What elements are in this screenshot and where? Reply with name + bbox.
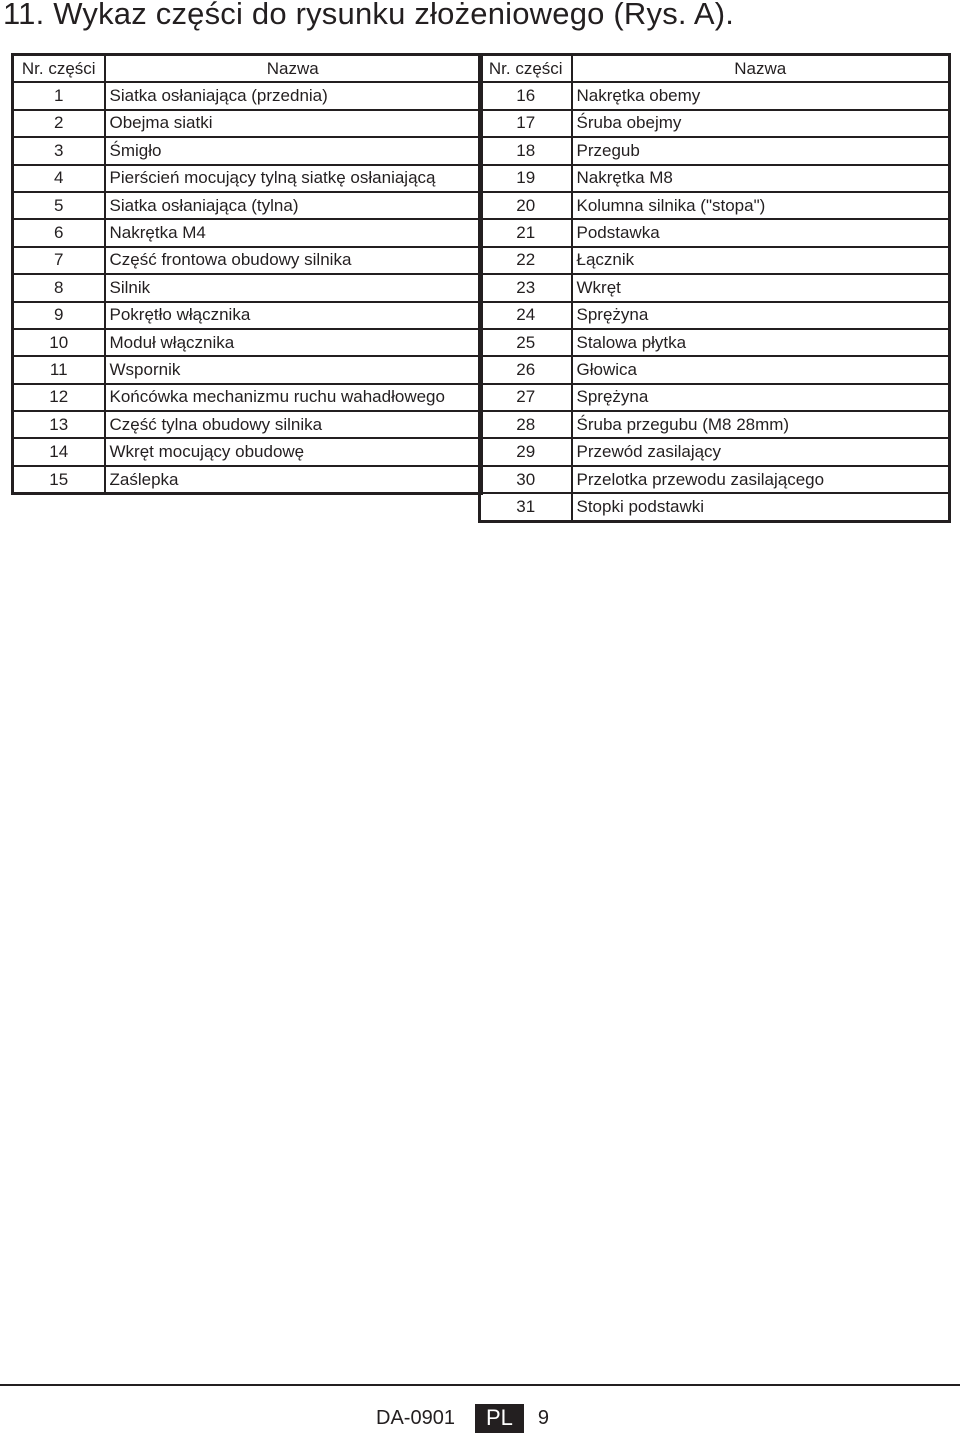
table-row — [480, 438, 950, 465]
language-badge: PL — [475, 1404, 524, 1433]
table-row — [480, 466, 950, 493]
part-number-cell: 18 — [480, 137, 572, 164]
part-number-cell: 11 — [13, 356, 105, 383]
table-row — [13, 219, 482, 246]
part-name-cell: Śmigło — [105, 137, 482, 164]
part-name-cell: Przegub — [572, 137, 950, 164]
part-number-cell: 13 — [13, 411, 105, 438]
part-name-cell: Pierścień mocujący tylną siatkę osłaniającą — [105, 165, 482, 192]
table-row — [13, 329, 482, 356]
table-row — [13, 110, 482, 137]
table-row — [480, 274, 950, 301]
part-name-cell: Siatka osłaniająca (tylna) — [105, 192, 482, 219]
table-row — [13, 302, 482, 329]
table-row — [480, 219, 950, 246]
table-row — [480, 329, 950, 356]
part-number-cell: 4 — [13, 165, 105, 192]
page-number: 9 — [537, 1406, 549, 1429]
part-number-cell: 21 — [480, 219, 572, 246]
part-name-cell: Śruba przegubu (M8 28mm) — [572, 411, 950, 438]
part-number-cell: 19 — [480, 165, 572, 192]
part-name-cell: Nakrętka M8 — [572, 165, 950, 192]
table-row — [13, 384, 482, 411]
part-name-cell: Sprężyna — [572, 302, 950, 329]
page-title: 11. Wykaz części do rysunku złożeniowego (Rys. A). — [3, 0, 735, 31]
part-number-cell: 30 — [480, 466, 572, 493]
table-row — [480, 356, 950, 383]
table-row — [480, 384, 950, 411]
table-row — [480, 137, 950, 164]
column-header-name: Nazwa — [572, 55, 950, 83]
parts-table-right — [478, 53, 951, 523]
part-number-cell: 26 — [480, 356, 572, 383]
part-number-cell: 2 — [13, 110, 105, 137]
part-number-cell: 6 — [13, 219, 105, 246]
page-footer — [376, 1403, 549, 1433]
footer-divider — [0, 1384, 960, 1386]
part-number-cell: 23 — [480, 274, 572, 301]
part-name-cell: Kolumna silnika ("stopa") — [572, 192, 950, 219]
part-name-cell: Przelotka przewodu zasilającego — [572, 466, 950, 493]
column-header-name: Nazwa — [105, 55, 482, 83]
part-number-cell: 7 — [13, 247, 105, 274]
part-number-cell: 24 — [480, 302, 572, 329]
part-name-cell: Wkręt — [572, 274, 950, 301]
part-name-cell: Część frontowa obudowy silnika — [105, 247, 482, 274]
part-name-cell: Siatka osłaniająca (przednia) — [105, 82, 482, 109]
table-row — [13, 411, 482, 438]
table-row — [13, 165, 482, 192]
part-name-cell: Obejma siatki — [105, 110, 482, 137]
part-name-cell: Zaślepka — [109, 469, 179, 489]
part-number-cell: 25 — [480, 329, 572, 356]
part-name-cell: Końcówka mechanizmu ruchu wahadłowego — [105, 384, 482, 411]
table-row — [13, 438, 482, 465]
part-number-cell: 12 — [13, 384, 105, 411]
table-row — [480, 110, 950, 137]
table-row — [480, 82, 950, 109]
table-row — [480, 192, 950, 219]
part-number-cell: 20 — [480, 192, 572, 219]
part-number-cell: 22 — [480, 247, 572, 274]
table-row — [13, 192, 482, 219]
part-number-cell: 17 — [480, 110, 572, 137]
table-row — [13, 137, 482, 164]
column-header-part-number: Nr. części — [480, 55, 572, 83]
part-name-cell: Nakrętka M4 — [105, 219, 482, 246]
table-row — [13, 466, 482, 494]
table-row — [480, 247, 950, 274]
table-row — [13, 247, 482, 274]
part-name-cell: Nakrętka obemy — [572, 82, 950, 109]
table-row — [480, 493, 950, 521]
part-name-cell: Część tylna obudowy silnika — [105, 411, 482, 438]
part-name-cell: Łącznik — [572, 247, 950, 274]
part-name-cell: Moduł włącznika — [105, 329, 482, 356]
part-name-cell: Przewód zasilający — [572, 438, 950, 465]
part-number-cell: 8 — [13, 274, 105, 301]
table-row — [480, 302, 950, 329]
part-number-cell: 10 — [13, 329, 105, 356]
part-number-cell: 9 — [13, 302, 105, 329]
part-name-cell: Głowica — [572, 356, 950, 383]
part-name-cell: Śruba obejmy — [572, 110, 950, 137]
column-header-part-number: Nr. części — [13, 55, 105, 83]
table-row — [480, 165, 950, 192]
part-number-cell: 5 — [13, 192, 105, 219]
part-name-cell: Silnik — [105, 274, 482, 301]
part-number-cell: 15 — [13, 466, 105, 494]
part-name-cell: Pokrętło włącznika — [105, 302, 482, 329]
part-number-cell: 31 — [480, 493, 572, 521]
part-number-cell: 16 — [480, 82, 572, 109]
table-header-row — [480, 55, 950, 83]
table-header-row — [13, 55, 482, 83]
table-row — [480, 411, 950, 438]
part-number-cell: 29 — [480, 438, 572, 465]
part-number-cell: 3 — [13, 137, 105, 164]
table-row — [13, 274, 482, 301]
part-name-cell: Sprężyna — [572, 384, 950, 411]
part-number-cell: 1 — [13, 82, 105, 109]
table-row — [13, 356, 482, 383]
part-number-cell: 14 — [13, 438, 105, 465]
part-name-cell: Wspornik — [105, 356, 482, 383]
part-number-cell: 28 — [480, 411, 572, 438]
part-name-cell: Stopki podstawki — [576, 496, 705, 516]
part-name-cell: Wkręt mocujący obudowę — [105, 438, 482, 465]
part-name-cell: Stalowa płytka — [572, 329, 950, 356]
parts-table-left — [11, 53, 483, 495]
model-code: DA-0901 — [376, 1406, 455, 1429]
part-name-cell: Podstawka — [572, 219, 950, 246]
part-number-cell: 27 — [480, 384, 572, 411]
table-row — [13, 82, 482, 109]
